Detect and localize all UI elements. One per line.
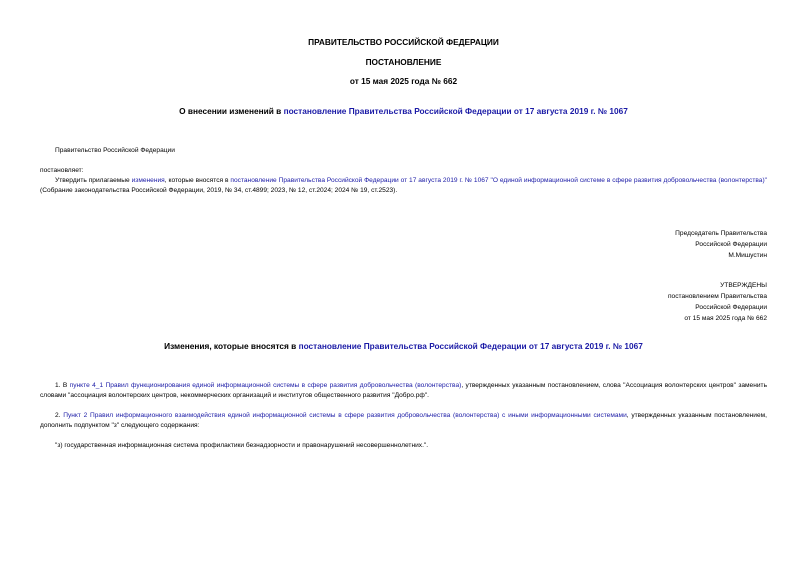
approval-line-4: от 15 мая 2025 года № 662 <box>684 315 767 322</box>
signature-line-2: Российской Федерации <box>695 241 767 248</box>
changes-link[interactable]: изменения <box>131 177 165 184</box>
change-item-2-suffix: , утвержденных указанным постановлением, дополнить подпунктом "з" следующего содержания: <box>40 412 767 429</box>
approve-suffix: (Собрание законодательства Российской Федерации, 2019, № 34, ст.4899; 2023, № 12, ст.2024; 2024 № 19, ст.2523). <box>40 187 398 194</box>
document-title <box>40 106 767 116</box>
changes-title-prefix: Изменения, которые вносятся в <box>164 341 299 351</box>
change-item-2 <box>40 411 767 431</box>
approve-mid: , которые вносятся в <box>164 177 231 184</box>
signature-line-1: Председатель Правительства <box>675 230 767 237</box>
approve-prefix: Утвердить прилагаемые <box>55 177 132 184</box>
approval-line-1: УТВЕРЖДЕНЫ <box>720 282 767 289</box>
change-item-1-suffix: , утвержденных указанным постановлением, слова "Ассоциация волонтерских центров" заменить словами "ассоциация волонтерских центров, некоммерческих организаций и институтов общественного развития "Добро.рф". <box>40 382 768 399</box>
rules-point-2-link[interactable]: Пункт 2 Правил информационного взаимодействия единой информационной системы в сфере развития добровольчества (волонтерства) с иными информационными системами <box>63 412 627 419</box>
change-item-1-prefix: 1. В <box>55 382 70 389</box>
decides-text: постановляет: <box>40 167 84 174</box>
document-title-link[interactable]: постановление Правительства Российской Федерации от 17 августа 2019 г. № 1067 <box>283 106 628 116</box>
changes-title-link[interactable]: постановление Правительства Российской Федерации от 17 августа 2019 г. № 1067 <box>298 341 643 351</box>
issuer-text: Правительство Российской Федерации <box>55 147 175 154</box>
document-title-prefix: О внесении изменений в <box>179 106 284 116</box>
rules-point-4-1-link[interactable]: пункте 4_1 Правил функционирования единой информационной системы в сфере развития добровольчества (волонтерства) <box>69 382 462 389</box>
signature-block <box>675 228 767 261</box>
changes-title <box>40 341 767 351</box>
signature-name: М.Мишустин <box>728 252 767 259</box>
approval-line-2: постановлением Правительства <box>667 293 767 300</box>
document-date-number: от 15 мая 2025 года № 662 <box>349 76 458 86</box>
document-type-heading: ПОСТАНОВЛЕНИЕ <box>365 57 442 67</box>
change-item-2-quote: "з) государственная информационная система профилактики безнадзорности и правонарушений несовершеннолетних.". <box>55 442 429 449</box>
change-item-1 <box>40 381 767 401</box>
government-heading: ПРАВИТЕЛЬСТВО РОССИЙСКОЙ ФЕДЕРАЦИИ <box>308 37 499 47</box>
change-item-2-prefix: 2. <box>55 412 64 419</box>
approval-block <box>668 280 767 324</box>
resolution-1067-link[interactable]: постановление Правительства Российской Федерации от 17 августа 2019 г. № 1067 "О единой информационной системе в сфере развития добровольчества (волонтерства)" <box>230 177 767 184</box>
approval-line-3: Российской Федерации <box>695 304 767 311</box>
approve-paragraph <box>40 176 767 196</box>
